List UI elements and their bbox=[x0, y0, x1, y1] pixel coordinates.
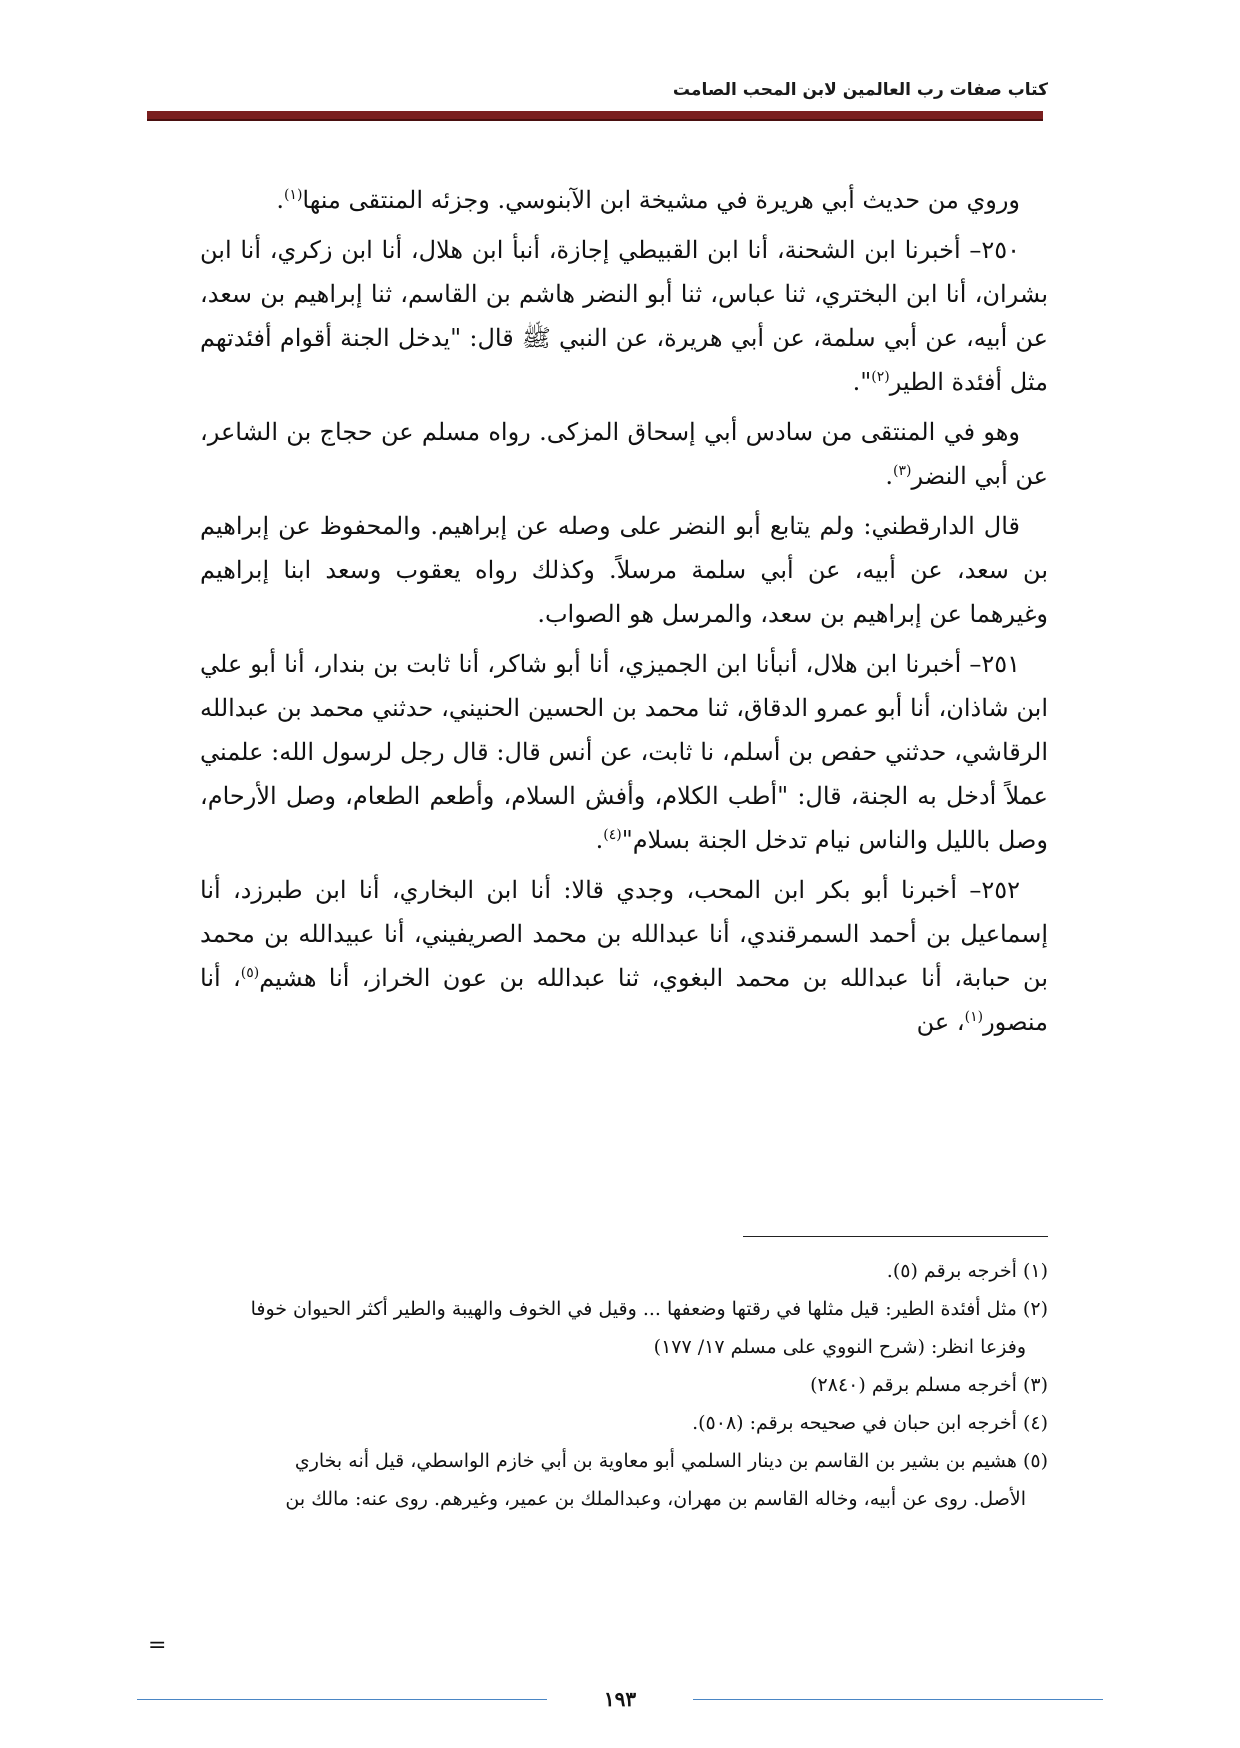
footer-rule-left bbox=[137, 1699, 547, 1700]
paragraph-252-text-b: ، أنا منصور bbox=[200, 964, 1048, 1036]
period: . bbox=[885, 462, 894, 490]
paragraph-1 bbox=[200, 178, 1048, 222]
footnote-2-continued: وفزعا انظر: (شرح النووي على مسلم ١٧/ ١٧٧) bbox=[653, 1336, 1026, 1358]
paragraph-3 bbox=[200, 410, 1048, 498]
paragraph-4: قال الدارقطني: ولم يتابع أبو النضر على وصله عن إبراهيم. والمحفوظ عن إبراهيم بن سعد، عن أبيه، عن أبي سلمة مرسلاً. وكذلك رواه يعقوب وسعد ابنا إبراهيم وغيرهما عن إبراهيم بن سعد، والمرسل هو الصواب. bbox=[200, 512, 1048, 628]
main-text bbox=[200, 178, 1048, 1050]
footnote-4: (٤) أخرجه ابن حبان في صحيحه برقم: (٥٠٨). bbox=[692, 1412, 1048, 1434]
paragraph-3-text: وهو في المنتقى من سادس أبي إسحاق المزكى. رواه مسلم عن حجاج بن الشاعر، عن أبي النضر bbox=[200, 418, 1048, 490]
running-header: كتاب صفات رب العالمين لابن المحب الصامت bbox=[672, 80, 1048, 100]
footnote-5-continued: الأصل. روى عن أبيه، وخاله القاسم بن مهران، وعبدالملك بن عمير، وغيرهم. روى عنه: مالك بن bbox=[285, 1488, 1026, 1510]
quote-close: ". bbox=[852, 368, 872, 396]
footnote-ref: (١) bbox=[964, 1009, 984, 1025]
paragraph-252 bbox=[200, 868, 1048, 1044]
footnote-ref: (٢) bbox=[871, 369, 890, 385]
footnote-ref: (٥) bbox=[240, 965, 260, 981]
period: . bbox=[276, 186, 284, 214]
continuation-mark: = bbox=[148, 1633, 167, 1658]
footnote-separator bbox=[743, 1236, 1048, 1237]
header-rule bbox=[147, 111, 1043, 121]
paragraph-251 bbox=[200, 642, 1048, 862]
footnotes bbox=[200, 1252, 1048, 1518]
footnote-2: (٢) مثل أفئدة الطير: قيل مثلها في رقتها وضعفها ... وقيل في الخوف والهيبة والطير أكثر الحيوان خوفا bbox=[250, 1298, 1048, 1320]
paragraph-250 bbox=[200, 228, 1048, 404]
footer-rule-right bbox=[693, 1699, 1103, 1700]
paragraph-252-text-a: ٢٥٢– أخبرنا أبو بكر ابن المحب، وجدي قالا: أنا ابن البخاري، أنا ابن طبرزد، أنا إسماعيل بن أحمد السمرقندي، أنا عبدالله بن محمد الصريفيني، أنا عبيدالله بن محمد بن حبابة، أنا عبدالله بن محمد البغوي، ثنا عبدالله بن عون الخراز، أنا هشيم bbox=[200, 876, 1048, 992]
footnote-5: (٥) هشيم بن بشير بن القاسم بن دينار السلمي أبو معاوية بن أبي خازم الواسطي، قيل أنه بخاري bbox=[294, 1450, 1048, 1472]
footnote-ref: (٣) bbox=[893, 463, 912, 479]
page-number: ١٩٣ bbox=[603, 1687, 637, 1711]
footnote-1: (١) أخرجه برقم (٥). bbox=[886, 1260, 1048, 1282]
paragraph-251-text: ٢٥١– أخبرنا ابن هلال، أنبأنا ابن الجميزي، أنا أبو شاكر، أنا ثابت بن بندار، أنا أبو علي ابن شاذان، أنا أبو عمرو الدقاق، ثنا محمد بن الحسين الحنيني، حدثني محمد بن عبدالله الرقاشي، حدثني حفص بن أسلم، نا ثابت، عن أنس قال: قال رجل لرسول الله: علمني عملاً أدخل به الجنة، قال: "أطب الكلام، وأفش السلام، وأطعم الطعام، وصل الأرحام، وصل بالليل والناس نيام تدخل الجنة بسلام" bbox=[200, 650, 1048, 854]
footnote-ref: (٤) bbox=[603, 827, 622, 843]
paragraph-1-text: وروي من حديث أبي هريرة في مشيخة ابن الآبنوسي. وجزئه المنتقى منها bbox=[302, 186, 1020, 214]
paragraph-252-text-c: ، عن bbox=[916, 1008, 965, 1036]
footnote-ref: (١) bbox=[283, 187, 303, 203]
period: . bbox=[595, 826, 604, 854]
paragraph-250-text: ٢٥٠– أخبرنا ابن الشحنة، أنا ابن القبيطي إجازة، أنبأ ابن هلال، أنا ابن زكري، أنا ابن بشران، أنا ابن البختري، ثنا عباس، ثنا أبو النضر هاشم بن القاسم، ثنا إبراهيم بن سعد، عن أبيه، عن أبي سلمة، عن أبي هريرة، عن النبي ﷺ قال: "يدخل الجنة أقوام أفئدتهم مثل أفئدة الطير bbox=[200, 236, 1048, 396]
footnote-3: (٣) أخرجه مسلم برقم (٢٨٤٠) bbox=[810, 1374, 1048, 1396]
